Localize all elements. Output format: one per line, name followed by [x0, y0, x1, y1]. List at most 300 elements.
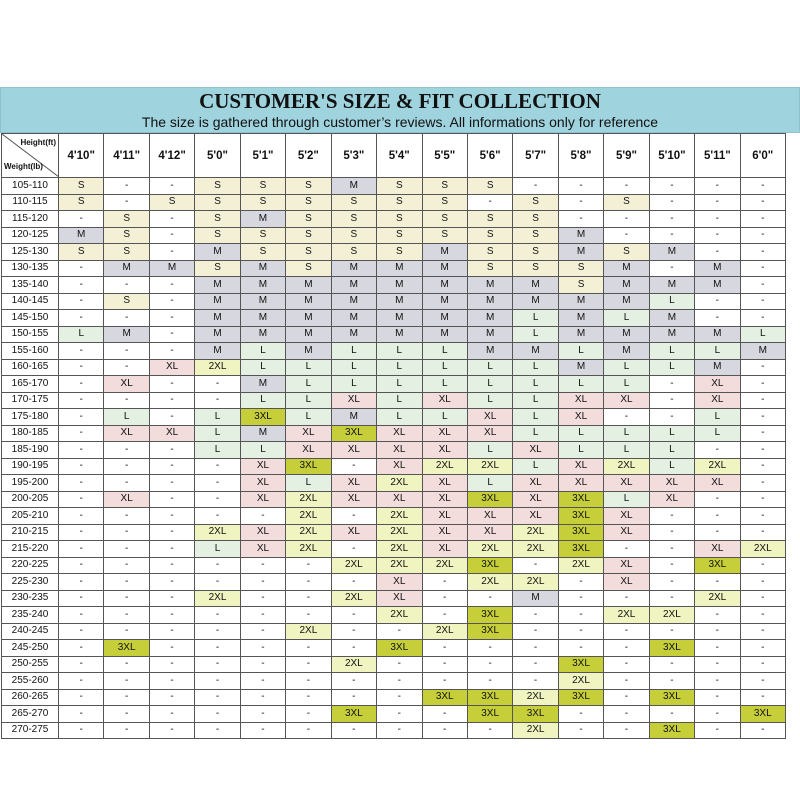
size-cell: L [286, 359, 331, 376]
size-cell: - [740, 491, 785, 508]
size-cell: - [740, 557, 785, 574]
size-cell: L [695, 409, 740, 426]
corner-cell [2, 134, 59, 178]
size-cell: - [195, 722, 240, 739]
size-cell: 2XL [558, 557, 603, 574]
size-cell: XL [104, 376, 149, 393]
size-cell: XL [558, 392, 603, 409]
size-cell: XL [422, 475, 467, 492]
size-cell: - [740, 178, 785, 195]
size-cell: 2XL [377, 541, 422, 558]
size-cell: - [149, 376, 194, 393]
size-cell: - [59, 656, 104, 673]
size-cell: - [59, 640, 104, 657]
size-cell: - [513, 656, 558, 673]
size-cell: M [240, 326, 285, 343]
size-cell: - [240, 706, 285, 723]
size-cell: - [286, 640, 331, 657]
height-header-cell: 5'2" [286, 134, 331, 178]
size-cell: XL [377, 574, 422, 591]
size-cell: 3XL [695, 557, 740, 574]
size-cell: - [649, 656, 694, 673]
height-header-cell: 5'8" [558, 134, 603, 178]
size-cell: M [467, 310, 512, 327]
size-cell: 3XL [513, 706, 558, 723]
size-cell: - [422, 656, 467, 673]
size-cell: S [149, 194, 194, 211]
size-cell: - [195, 623, 240, 640]
size-cell: - [104, 706, 149, 723]
size-cell: M [240, 293, 285, 310]
size-cell: - [59, 590, 104, 607]
size-cell: M [649, 244, 694, 261]
size-cell: XL [331, 475, 376, 492]
table-row [2, 475, 786, 492]
size-cell: - [59, 310, 104, 327]
size-cell: M [695, 277, 740, 294]
height-header-cell: 5'7" [513, 134, 558, 178]
size-cell: 2XL [513, 689, 558, 706]
size-cell: - [149, 442, 194, 459]
size-cell: S [331, 194, 376, 211]
size-cell: - [740, 475, 785, 492]
size-cell: - [604, 689, 649, 706]
size-cell: S [467, 211, 512, 228]
size-cell: 2XL [604, 607, 649, 624]
size-cell: L [513, 392, 558, 409]
size-cell: - [195, 689, 240, 706]
size-cell: M [240, 310, 285, 327]
size-cell: XL [513, 491, 558, 508]
size-cell: - [740, 722, 785, 739]
size-cell: - [604, 227, 649, 244]
size-cell: - [195, 458, 240, 475]
height-axis-label: Height(ft) [20, 138, 56, 147]
size-cell: L [422, 376, 467, 393]
size-cell: L [377, 409, 422, 426]
size-cell: XL [467, 425, 512, 442]
size-cell: - [695, 227, 740, 244]
size-cell: - [604, 673, 649, 690]
table-row [2, 425, 786, 442]
size-cell: - [467, 673, 512, 690]
size-cell: XL [513, 475, 558, 492]
size-cell: L [377, 343, 422, 360]
table-row [2, 194, 786, 211]
size-cell: - [604, 706, 649, 723]
size-cell: XL [377, 458, 422, 475]
size-cell: - [604, 211, 649, 228]
size-cell: S [59, 178, 104, 195]
size-cell: - [467, 656, 512, 673]
size-cell: 3XL [467, 706, 512, 723]
size-cell: L [558, 425, 603, 442]
size-cell: - [149, 310, 194, 327]
size-cell: - [695, 508, 740, 525]
table-row [2, 310, 786, 327]
size-cell: - [59, 260, 104, 277]
size-cell: XL [422, 442, 467, 459]
height-header-cell: 4'12" [149, 134, 194, 178]
size-cell: - [558, 640, 603, 657]
weight-cell: 175-180 [2, 409, 59, 426]
size-cell: - [195, 508, 240, 525]
size-cell: S [195, 260, 240, 277]
size-cell: 3XL [649, 640, 694, 657]
size-cell: - [59, 359, 104, 376]
size-cell: L [649, 293, 694, 310]
size-cell: S [331, 227, 376, 244]
size-cell: L [513, 326, 558, 343]
size-cell: - [59, 475, 104, 492]
size-cell: XL [604, 475, 649, 492]
size-cell: M [377, 277, 422, 294]
size-cell: 2XL [331, 656, 376, 673]
size-cell: S [513, 227, 558, 244]
size-cell: L [513, 425, 558, 442]
size-cell: - [331, 673, 376, 690]
size-cell: S [240, 178, 285, 195]
size-cell: L [649, 359, 694, 376]
size-cell: XL [649, 491, 694, 508]
table-row [2, 590, 786, 607]
size-cell: 2XL [377, 524, 422, 541]
size-cell: - [195, 376, 240, 393]
size-cell: - [377, 706, 422, 723]
size-cell: - [104, 689, 149, 706]
size-cell: S [467, 260, 512, 277]
size-cell: - [195, 673, 240, 690]
size-cell: M [513, 277, 558, 294]
size-cell: XL [104, 425, 149, 442]
size-cell: - [695, 491, 740, 508]
size-cell: S [377, 194, 422, 211]
size-cell: M [422, 244, 467, 261]
size-cell: - [104, 524, 149, 541]
size-cell: - [104, 541, 149, 558]
size-cell: M [558, 359, 603, 376]
size-cell: 2XL [286, 541, 331, 558]
table-row [2, 607, 786, 624]
size-cell: - [604, 178, 649, 195]
height-header-cell: 5'9" [604, 134, 649, 178]
size-cell: - [59, 623, 104, 640]
size-cell: XL [240, 458, 285, 475]
size-cell: - [286, 673, 331, 690]
size-cell: XL [331, 524, 376, 541]
size-cell: 2XL [513, 541, 558, 558]
size-cell: M [513, 293, 558, 310]
size-cell: M [286, 293, 331, 310]
size-cell: L [377, 376, 422, 393]
size-cell: S [513, 244, 558, 261]
weight-cell: 170-175 [2, 392, 59, 409]
size-cell: - [240, 607, 285, 624]
size-cell: - [467, 194, 512, 211]
size-cell: 2XL [377, 508, 422, 525]
size-cell: XL [422, 491, 467, 508]
size-cell: XL [331, 442, 376, 459]
size-cell: - [149, 689, 194, 706]
size-cell: XL [695, 376, 740, 393]
size-cell: - [604, 590, 649, 607]
size-cell: S [195, 211, 240, 228]
size-cell: - [377, 689, 422, 706]
height-header-cell: 5'11" [695, 134, 740, 178]
size-cell: - [740, 425, 785, 442]
size-cell: - [740, 689, 785, 706]
table-row [2, 574, 786, 591]
size-cell: XL [467, 508, 512, 525]
size-cell: - [695, 442, 740, 459]
table-row [2, 359, 786, 376]
size-cell: 2XL [195, 524, 240, 541]
weight-cell: 155-160 [2, 343, 59, 360]
size-cell: L [240, 392, 285, 409]
size-cell: - [740, 673, 785, 690]
size-cell: - [286, 722, 331, 739]
size-cell: L [195, 409, 240, 426]
size-cell: S [286, 194, 331, 211]
size-cell: - [649, 194, 694, 211]
size-cell: - [149, 343, 194, 360]
size-cell: XL [695, 475, 740, 492]
size-cell: L [331, 343, 376, 360]
size-cell: S [240, 194, 285, 211]
size-cell: M [240, 376, 285, 393]
size-cell: M [740, 343, 785, 360]
weight-cell: 205-210 [2, 508, 59, 525]
size-cell: M [558, 293, 603, 310]
size-cell: - [513, 178, 558, 195]
size-cell: L [558, 442, 603, 459]
size-cell: S [195, 178, 240, 195]
weight-cell: 165-170 [2, 376, 59, 393]
size-cell: - [513, 557, 558, 574]
size-cell: - [740, 277, 785, 294]
size-cell: - [59, 392, 104, 409]
size-cell: - [695, 706, 740, 723]
size-cell: XL [377, 425, 422, 442]
size-cell: - [649, 541, 694, 558]
size-cell: - [649, 524, 694, 541]
size-cell: S [377, 211, 422, 228]
size-cell: M [422, 277, 467, 294]
size-fit-chart [0, 87, 800, 739]
size-cell: L [513, 359, 558, 376]
size-cell: - [149, 541, 194, 558]
size-cell: S [513, 194, 558, 211]
size-cell: M [240, 211, 285, 228]
size-cell: M [695, 326, 740, 343]
chart-title: CUSTOMER'S SIZE & FIT COLLECTION [199, 89, 601, 113]
height-header-cell: 5'3" [331, 134, 376, 178]
size-cell: - [649, 623, 694, 640]
size-cell: - [59, 607, 104, 624]
size-cell: - [558, 178, 603, 195]
size-cell: S [59, 194, 104, 211]
size-cell: XL [377, 491, 422, 508]
size-cell: - [604, 722, 649, 739]
size-cell: M [104, 260, 149, 277]
size-cell: - [59, 293, 104, 310]
weight-cell: 220-225 [2, 557, 59, 574]
size-cell: L [377, 359, 422, 376]
table-row [2, 706, 786, 723]
size-cell: - [513, 623, 558, 640]
size-cell: - [649, 673, 694, 690]
size-cell: 2XL [377, 475, 422, 492]
size-cell: L [240, 442, 285, 459]
size-cell: XL [422, 392, 467, 409]
size-cell: - [104, 673, 149, 690]
size-cell: - [59, 557, 104, 574]
size-cell: S [422, 194, 467, 211]
size-cell: S [286, 260, 331, 277]
size-cell: - [695, 656, 740, 673]
size-cell: M [604, 326, 649, 343]
size-cell: - [422, 640, 467, 657]
size-cell: XL [604, 392, 649, 409]
weight-cell: 200-205 [2, 491, 59, 508]
size-cell: M [377, 260, 422, 277]
table-row [2, 326, 786, 343]
size-cell: 3XL [467, 491, 512, 508]
size-cell: XL [422, 541, 467, 558]
size-cell: - [149, 178, 194, 195]
size-cell: - [649, 557, 694, 574]
chart-subtitle: The size is gathered through customer’s reviews. All informations only for reference [141, 114, 659, 130]
size-cell: - [695, 211, 740, 228]
size-cell: XL [331, 392, 376, 409]
size-cell: - [149, 392, 194, 409]
size-cell: 2XL [377, 557, 422, 574]
size-cell: - [195, 557, 240, 574]
size-cell: - [149, 409, 194, 426]
size-cell: M [286, 326, 331, 343]
size-cell: L [695, 343, 740, 360]
size-cell: 2XL [422, 623, 467, 640]
size-cell: - [149, 524, 194, 541]
size-cell: 2XL [513, 524, 558, 541]
table-row [2, 623, 786, 640]
size-cell: M [604, 277, 649, 294]
size-cell: L [513, 458, 558, 475]
size-cell: - [422, 607, 467, 624]
size-cell: L [513, 310, 558, 327]
size-cell: XL [695, 392, 740, 409]
size-cell: - [104, 392, 149, 409]
size-cell: 2XL [195, 590, 240, 607]
size-cell: - [286, 607, 331, 624]
size-cell: XL [240, 524, 285, 541]
size-cell: - [331, 458, 376, 475]
size-cell: M [604, 343, 649, 360]
size-cell: - [59, 673, 104, 690]
size-cell: - [104, 607, 149, 624]
size-cell: M [195, 326, 240, 343]
size-cell: M [513, 590, 558, 607]
size-cell: - [740, 607, 785, 624]
table-row [2, 640, 786, 657]
size-cell: - [240, 557, 285, 574]
size-cell: - [149, 491, 194, 508]
size-cell: 2XL [377, 607, 422, 624]
size-cell: L [513, 376, 558, 393]
weight-cell: 140-145 [2, 293, 59, 310]
table-row [2, 244, 786, 261]
size-cell: - [558, 706, 603, 723]
size-cell: - [695, 607, 740, 624]
size-cell: L [467, 475, 512, 492]
table-row [2, 491, 786, 508]
size-cell: 2XL [422, 458, 467, 475]
size-cell: - [59, 343, 104, 360]
size-cell: XL [558, 475, 603, 492]
size-cell: - [240, 689, 285, 706]
size-cell: - [240, 673, 285, 690]
size-cell: - [59, 689, 104, 706]
size-cell: 3XL [377, 640, 422, 657]
table-row [2, 277, 786, 294]
table-row [2, 178, 786, 195]
size-cell: - [558, 194, 603, 211]
size-cell: - [740, 194, 785, 211]
size-cell: - [740, 244, 785, 261]
size-cell: M [467, 277, 512, 294]
size-cell: - [695, 178, 740, 195]
weight-cell: 130-135 [2, 260, 59, 277]
size-cell: M [331, 277, 376, 294]
size-cell: L [604, 376, 649, 393]
size-cell: 3XL [649, 722, 694, 739]
size-cell: - [59, 277, 104, 294]
size-cell: M [240, 260, 285, 277]
weight-cell: 260-265 [2, 689, 59, 706]
size-cell: 3XL [558, 508, 603, 525]
weight-cell: 215-220 [2, 541, 59, 558]
size-cell: L [649, 343, 694, 360]
weight-cell: 265-270 [2, 706, 59, 723]
size-cell: - [286, 557, 331, 574]
weight-cell: 120-125 [2, 227, 59, 244]
size-cell: - [422, 706, 467, 723]
size-cell: 3XL [649, 689, 694, 706]
size-cell: L [377, 392, 422, 409]
table-row [2, 508, 786, 525]
size-cell: - [695, 640, 740, 657]
size-cell: - [513, 607, 558, 624]
size-cell: L [695, 425, 740, 442]
size-cell: S [467, 244, 512, 261]
size-cell: - [104, 557, 149, 574]
size-cell: XL [149, 425, 194, 442]
size-cell: 3XL [467, 623, 512, 640]
size-cell: - [695, 194, 740, 211]
size-cell: - [558, 623, 603, 640]
size-cell: 3XL [558, 524, 603, 541]
size-cell: - [740, 409, 785, 426]
size-cell: L [649, 458, 694, 475]
size-cell: S [59, 244, 104, 261]
size-cell: M [467, 293, 512, 310]
size-cell: - [740, 376, 785, 393]
size-cell: XL [240, 541, 285, 558]
size-cell: - [740, 359, 785, 376]
size-cell: - [740, 458, 785, 475]
size-cell: M [649, 277, 694, 294]
size-cell: M [695, 359, 740, 376]
